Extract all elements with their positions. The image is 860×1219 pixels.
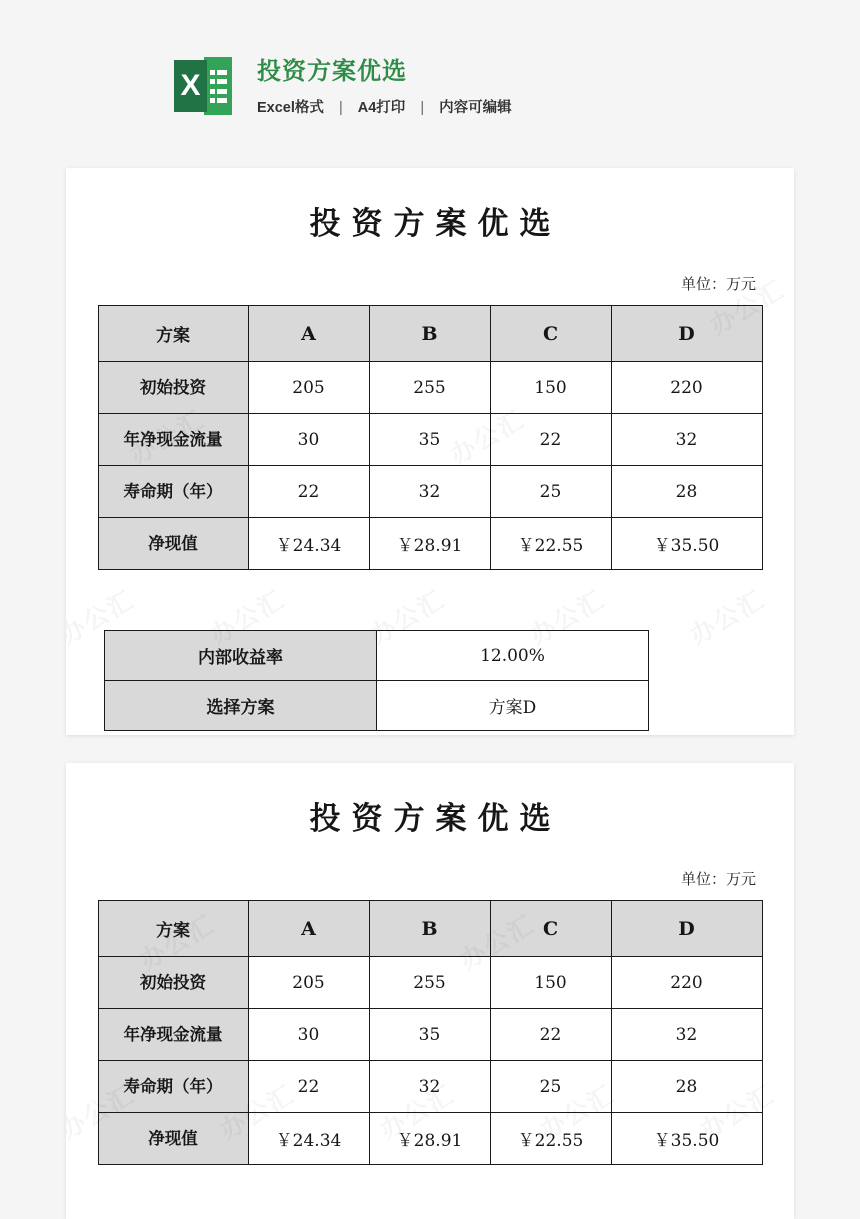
summary-table[interactable] xyxy=(104,630,649,731)
table-row xyxy=(105,681,649,731)
cell-life-span-b[interactable]: 32 xyxy=(369,1061,490,1113)
column-header-d: D xyxy=(611,901,762,957)
page-header xyxy=(0,0,860,168)
column-header-plan: 方案 xyxy=(98,901,248,957)
row-label-life-span: 寿命期（年） xyxy=(98,1061,248,1113)
cell-initial-investment-d[interactable]: 220 xyxy=(611,362,762,414)
document-title: 投资方案优选 xyxy=(309,801,562,837)
document-title: 投资方案优选 xyxy=(309,206,562,242)
cell-annual-net-cash-flow-a[interactable]: 30 xyxy=(248,1009,369,1061)
cell-annual-net-cash-flow-d[interactable]: 32 xyxy=(611,1009,762,1061)
excel-icon-letter: X xyxy=(180,69,201,102)
subtitle-format: Excel格式 xyxy=(257,100,324,117)
cell-life-span-a[interactable]: 22 xyxy=(248,1061,369,1113)
table-row xyxy=(98,1009,762,1061)
table-row xyxy=(98,362,762,414)
header-text-block xyxy=(257,57,512,117)
cell-annual-net-cash-flow-c[interactable]: 22 xyxy=(490,414,611,466)
column-header-b: B xyxy=(369,901,490,957)
cell-internal-rate-of-return[interactable]: 12.00% xyxy=(377,631,649,681)
excel-file-icon xyxy=(174,57,232,115)
cell-net-present-value-b[interactable]: ￥28.91 xyxy=(369,1113,490,1165)
cell-initial-investment-b[interactable]: 255 xyxy=(369,957,490,1009)
table-row xyxy=(98,414,762,466)
table-row xyxy=(98,466,762,518)
cell-initial-investment-b[interactable]: 255 xyxy=(369,362,490,414)
watermark xyxy=(682,580,770,652)
column-header-plan: 方案 xyxy=(98,306,248,362)
investment-plan-table[interactable] xyxy=(98,305,763,570)
cell-life-span-c[interactable]: 25 xyxy=(490,1061,611,1113)
column-header-c: C xyxy=(490,306,611,362)
cell-annual-net-cash-flow-a[interactable]: 30 xyxy=(248,414,369,466)
table-row xyxy=(98,1113,762,1165)
excel-icon-grid xyxy=(210,70,227,103)
unit-note: 单位：万元 xyxy=(680,870,756,888)
subtitle-separator: | xyxy=(420,100,425,117)
cell-net-present-value-b[interactable]: ￥28.91 xyxy=(369,518,490,570)
grid-cell xyxy=(217,89,227,94)
cell-initial-investment-a[interactable]: 205 xyxy=(248,362,369,414)
column-header-c: C xyxy=(490,901,611,957)
cell-net-present-value-c[interactable]: ￥22.55 xyxy=(490,1113,611,1165)
column-header-a: A xyxy=(248,306,369,362)
cell-annual-net-cash-flow-b[interactable]: 35 xyxy=(369,1009,490,1061)
cell-annual-net-cash-flow-b[interactable]: 35 xyxy=(369,414,490,466)
table-header-row xyxy=(98,306,762,362)
subtitle-print: A4打印 xyxy=(357,100,406,117)
cell-annual-net-cash-flow-d[interactable]: 32 xyxy=(611,414,762,466)
cell-net-present-value-a[interactable]: ￥24.34 xyxy=(248,1113,369,1165)
cell-net-present-value-d[interactable]: ￥35.50 xyxy=(611,518,762,570)
cell-life-span-c[interactable]: 25 xyxy=(490,466,611,518)
cell-net-present-value-a[interactable]: ￥24.34 xyxy=(248,518,369,570)
page-title: 投资方案优选 xyxy=(257,58,407,85)
grid-cell xyxy=(217,70,227,75)
table-row xyxy=(98,1061,762,1113)
grid-cell xyxy=(217,79,227,84)
header-inner xyxy=(174,57,512,117)
excel-icon-grid-row xyxy=(210,79,227,84)
investment-plan-table[interactable] xyxy=(98,900,763,1165)
cell-selected-plan[interactable]: 方案D xyxy=(377,681,649,731)
grid-cell xyxy=(217,98,227,103)
column-header-d: D xyxy=(611,306,762,362)
row-label-annual-net-cash-flow: 年净现金流量 xyxy=(98,414,248,466)
cell-initial-investment-c[interactable]: 150 xyxy=(490,957,611,1009)
row-label-annual-net-cash-flow: 年净现金流量 xyxy=(98,1009,248,1061)
header-subtitle xyxy=(257,96,512,117)
subtitle-separator: | xyxy=(338,100,343,117)
excel-icon-grid-row xyxy=(210,89,227,94)
cell-annual-net-cash-flow-c[interactable]: 22 xyxy=(490,1009,611,1061)
column-header-a: A xyxy=(248,901,369,957)
document-preview-page-1[interactable] xyxy=(66,168,794,735)
row-label-initial-investment: 初始投资 xyxy=(98,957,248,1009)
row-label-selected-plan: 选择方案 xyxy=(105,681,377,731)
excel-icon-grid-row xyxy=(210,98,227,103)
cell-life-span-b[interactable]: 32 xyxy=(369,466,490,518)
subtitle-editable: 内容可编辑 xyxy=(439,100,512,117)
table-header-row xyxy=(98,901,762,957)
cell-life-span-a[interactable]: 22 xyxy=(248,466,369,518)
cell-life-span-d[interactable]: 28 xyxy=(611,466,762,518)
excel-icon-grid-row xyxy=(210,70,227,75)
cell-net-present-value-d[interactable]: ￥35.50 xyxy=(611,1113,762,1165)
row-label-internal-rate-of-return: 内部收益率 xyxy=(105,631,377,681)
table-row xyxy=(105,631,649,681)
cell-initial-investment-c[interactable]: 150 xyxy=(490,362,611,414)
grid-cell xyxy=(210,79,215,84)
cell-net-present-value-c[interactable]: ￥22.55 xyxy=(490,518,611,570)
cell-life-span-d[interactable]: 28 xyxy=(611,1061,762,1113)
document-preview-page-2[interactable] xyxy=(66,763,794,1219)
grid-cell xyxy=(210,89,215,94)
grid-cell xyxy=(210,70,215,75)
column-header-b: B xyxy=(369,306,490,362)
row-label-initial-investment: 初始投资 xyxy=(98,362,248,414)
unit-note: 单位：万元 xyxy=(680,275,756,293)
table-row xyxy=(98,957,762,1009)
row-label-life-span: 寿命期（年） xyxy=(98,466,248,518)
row-label-net-present-value: 净现值 xyxy=(98,518,248,570)
cell-initial-investment-a[interactable]: 205 xyxy=(248,957,369,1009)
table-row xyxy=(98,518,762,570)
row-label-net-present-value: 净现值 xyxy=(98,1113,248,1165)
grid-cell xyxy=(210,98,215,103)
cell-initial-investment-d[interactable]: 220 xyxy=(611,957,762,1009)
